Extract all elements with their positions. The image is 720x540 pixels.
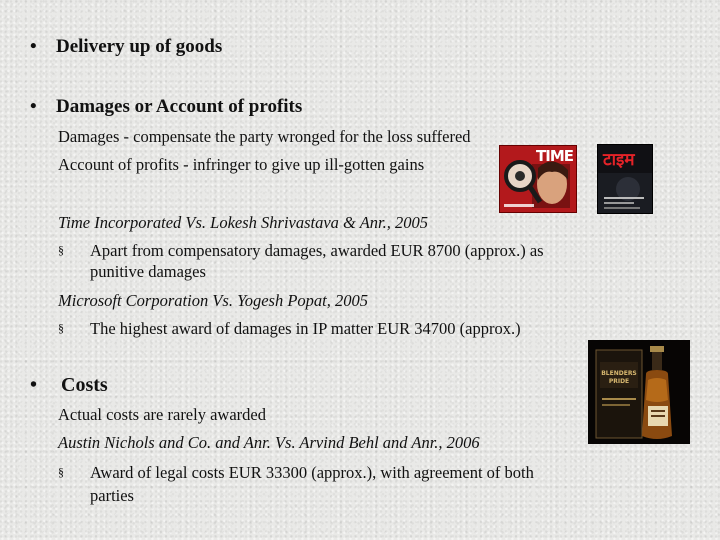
time-magazine-cover-image xyxy=(499,145,577,213)
detail-text: Award of legal costs EUR 33300 (approx.), with agreement of both xyxy=(90,463,534,482)
case-austin-nichols-detail xyxy=(58,462,534,483)
bullet: • xyxy=(30,36,37,57)
costs-rarely-awarded: Actual costs are rarely awarded xyxy=(58,405,266,424)
detail-text: Apart from compensatory damages, awarded EUR 8700 (approx.) as xyxy=(90,241,544,260)
detail-text: The highest award of damages in IP matter EUR 34700 (approx.) xyxy=(90,319,521,338)
section-marker: § xyxy=(58,243,64,257)
case-time-inc-detail-cont: punitive damages xyxy=(90,262,206,281)
magazine-masthead: TIME xyxy=(536,147,573,165)
case-microsoft: Microsoft Corporation Vs. Yogesh Popat, 2005 xyxy=(58,291,369,310)
case-austin-nichols-detail-cont: parties xyxy=(90,486,134,505)
section-marker: § xyxy=(58,465,64,479)
case-microsoft-detail xyxy=(58,318,521,339)
section-marker: § xyxy=(58,321,64,335)
case-time-inc-detail xyxy=(58,240,544,261)
heading-costs xyxy=(30,374,108,397)
hindi-time-magazine-cover-image xyxy=(597,144,653,214)
case-time-inc: Time Incorporated Vs. Lokesh Shrivastava & Anr., 2005 xyxy=(58,213,429,232)
magazine-masthead: टाइम xyxy=(603,150,635,170)
whisky-brand-label: BLENDERS PRIDE xyxy=(601,370,637,385)
bullet: • xyxy=(30,374,38,396)
blenders-pride-whisky-image xyxy=(588,340,690,444)
case-austin-nichols: Austin Nichols and Co. and Anr. Vs. Arvind Behl and Anr., 2006 xyxy=(58,433,480,452)
account-of-profits-definition: Account of profits - infringer to give up ill-gotten gains xyxy=(58,155,425,174)
heading-delivery-up xyxy=(30,36,222,58)
heading-text: Damages or Account of profits xyxy=(56,96,303,117)
damages-definition: Damages - compensate the party wronged for the loss suffered xyxy=(58,127,471,146)
bullet: • xyxy=(30,96,37,117)
heading-text: Costs xyxy=(61,374,108,396)
heading-damages xyxy=(30,96,302,118)
whisky-bottle-art xyxy=(588,340,690,444)
heading-text: Delivery up of goods xyxy=(56,36,223,57)
